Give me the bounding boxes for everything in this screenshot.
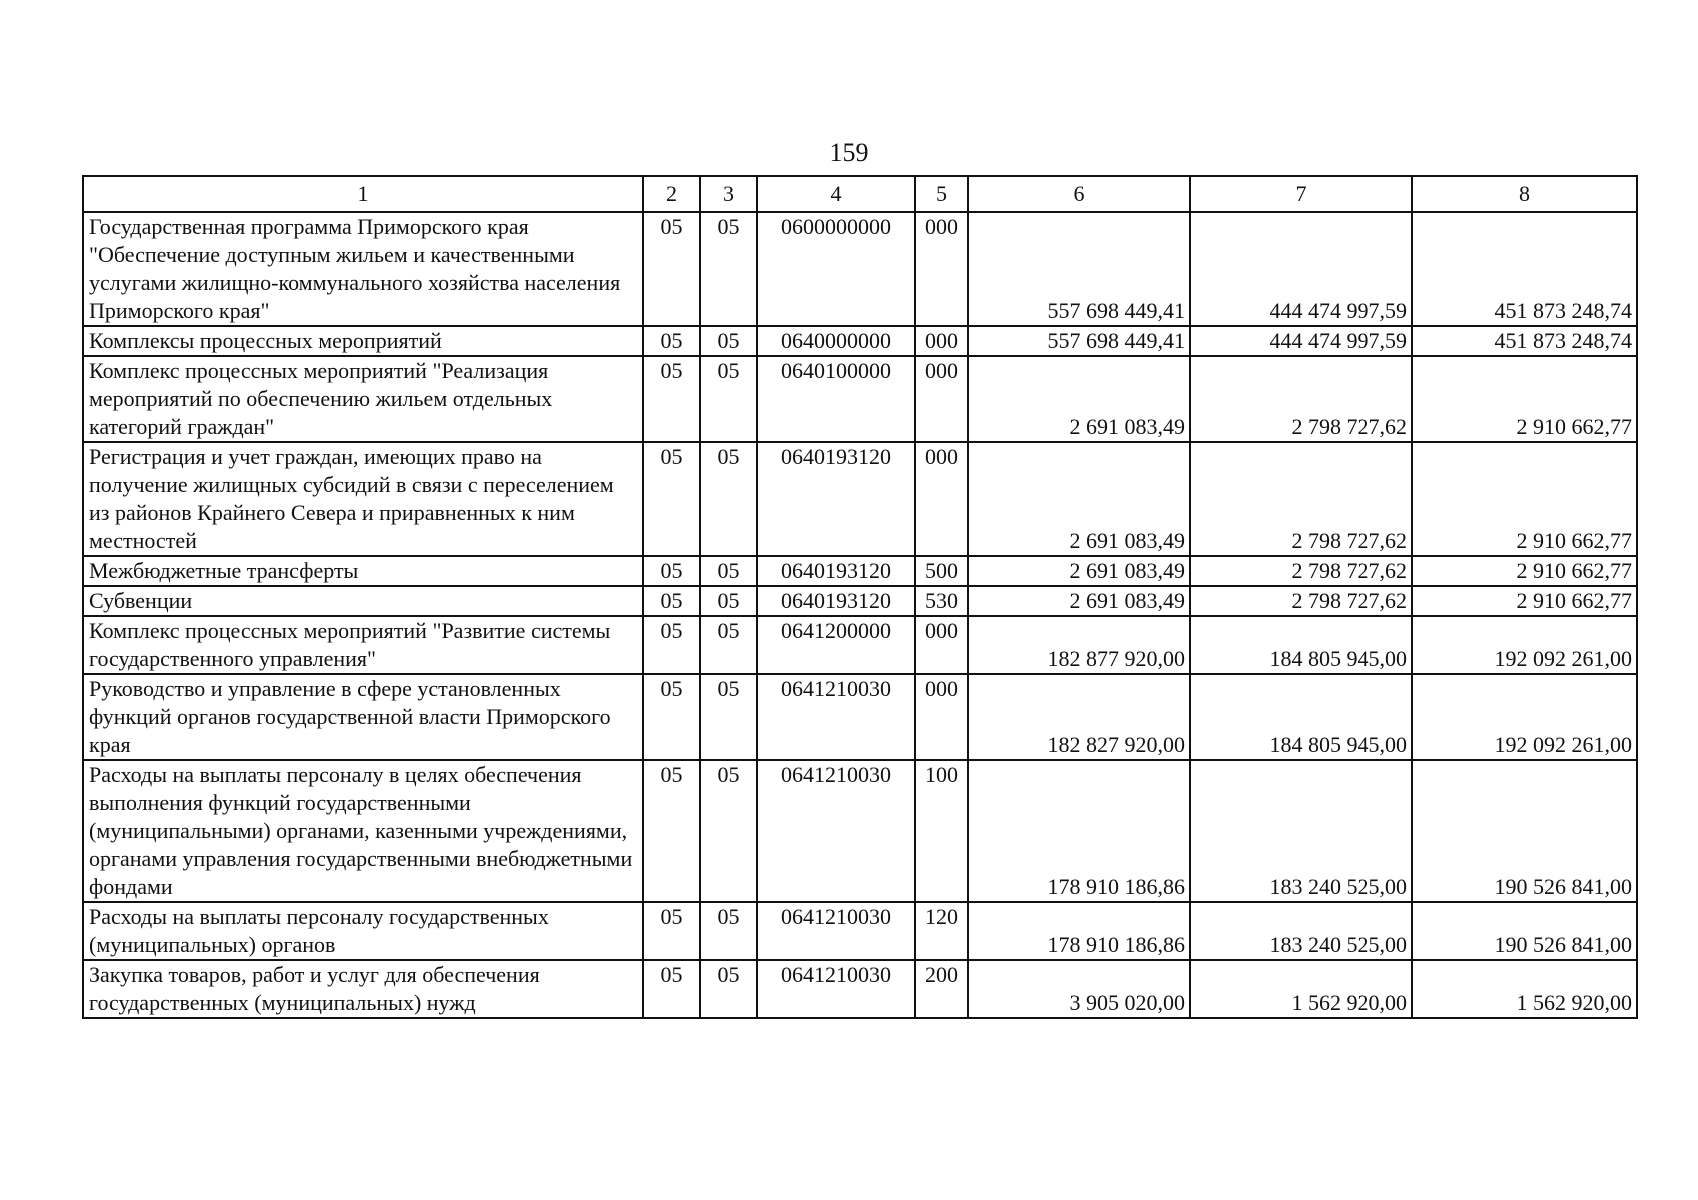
subsection-code: 05	[700, 674, 757, 760]
amount-col8: 451 873 248,74	[1412, 212, 1637, 326]
amount-col7: 184 805 945,00	[1190, 674, 1412, 760]
table-row	[83, 586, 1637, 616]
target-article-code: 0600000000	[757, 212, 915, 326]
row-name: Расходы на выплаты персоналу государственных (муниципальных) органов	[83, 902, 643, 960]
row-name: Закупка товаров, работ и услуг для обеспечения государственных (муниципальных) нужд	[83, 960, 643, 1018]
expense-type-code: 100	[915, 760, 968, 902]
row-name: Комплекс процессных мероприятий "Реализация мероприятий по обеспечению жильем отдельных категорий граждан"	[83, 356, 643, 442]
column-header: 8	[1412, 176, 1637, 212]
expense-type-code: 000	[915, 356, 968, 442]
table-row	[83, 356, 1637, 442]
amount-col8: 192 092 261,00	[1412, 674, 1637, 760]
amount-col6: 178 910 186,86	[968, 760, 1190, 902]
section-code: 05	[643, 586, 700, 616]
amount-col7: 1 562 920,00	[1190, 960, 1412, 1018]
amount-col7: 2 798 727,62	[1190, 356, 1412, 442]
amount-col8: 2 910 662,77	[1412, 556, 1637, 586]
row-name: Межбюджетные трансферты	[83, 556, 643, 586]
amount-col6: 2 691 083,49	[968, 442, 1190, 556]
subsection-code: 05	[700, 586, 757, 616]
table-row	[83, 902, 1637, 960]
amount-col7: 184 805 945,00	[1190, 616, 1412, 674]
target-article-code: 0641200000	[757, 616, 915, 674]
table-header-row	[83, 176, 1637, 212]
table-row	[83, 212, 1637, 326]
amount-col8: 190 526 841,00	[1412, 760, 1637, 902]
subsection-code: 05	[700, 212, 757, 326]
subsection-code: 05	[700, 960, 757, 1018]
amount-col7: 444 474 997,59	[1190, 326, 1412, 356]
section-code: 05	[643, 674, 700, 760]
subsection-code: 05	[700, 902, 757, 960]
row-name: Комплексы процессных мероприятий	[83, 326, 643, 356]
section-code: 05	[643, 556, 700, 586]
amount-col7: 2 798 727,62	[1190, 442, 1412, 556]
amount-col7: 2 798 727,62	[1190, 586, 1412, 616]
amount-col7: 183 240 525,00	[1190, 902, 1412, 960]
section-code: 05	[643, 902, 700, 960]
amount-col6: 557 698 449,41	[968, 212, 1190, 326]
section-code: 05	[643, 356, 700, 442]
column-header: 6	[968, 176, 1190, 212]
amount-col7: 183 240 525,00	[1190, 760, 1412, 902]
section-code: 05	[643, 326, 700, 356]
expense-type-code: 000	[915, 442, 968, 556]
target-article-code: 0640193120	[757, 586, 915, 616]
section-code: 05	[643, 212, 700, 326]
target-article-code: 0640100000	[757, 356, 915, 442]
amount-col8: 2 910 662,77	[1412, 356, 1637, 442]
column-header: 5	[915, 176, 968, 212]
expense-type-code: 500	[915, 556, 968, 586]
amount-col6: 557 698 449,41	[968, 326, 1190, 356]
expense-type-code: 120	[915, 902, 968, 960]
column-header: 3	[700, 176, 757, 212]
target-article-code: 0640000000	[757, 326, 915, 356]
target-article-code: 0641210030	[757, 760, 915, 902]
row-name: Субвенции	[83, 586, 643, 616]
table-row	[83, 326, 1637, 356]
section-code: 05	[643, 442, 700, 556]
subsection-code: 05	[700, 616, 757, 674]
row-name: Государственная программа Приморского края "Обеспечение доступным жильем и качественными услугами жилищно-коммунального хозяйства населения Приморского края"	[83, 212, 643, 326]
table-row	[83, 760, 1637, 902]
table-row	[83, 556, 1637, 586]
table-row	[83, 960, 1637, 1018]
expense-type-code: 000	[915, 674, 968, 760]
amount-col6: 178 910 186,86	[968, 902, 1190, 960]
row-name: Комплекс процессных мероприятий "Развитие системы государственного управления"	[83, 616, 643, 674]
column-header: 1	[83, 176, 643, 212]
table-row	[83, 442, 1637, 556]
row-name: Регистрация и учет граждан, имеющих право на получение жилищных субсидий в связи с переселением из районов Крайнего Севера и приравненных к ним местностей	[83, 442, 643, 556]
target-article-code: 0640193120	[757, 442, 915, 556]
row-name: Руководство и управление в сфере установленных функций органов государственной власти Приморского края	[83, 674, 643, 760]
subsection-code: 05	[700, 442, 757, 556]
amount-col6: 2 691 083,49	[968, 586, 1190, 616]
amount-col7: 2 798 727,62	[1190, 556, 1412, 586]
amount-col6: 182 827 920,00	[968, 674, 1190, 760]
subsection-code: 05	[700, 356, 757, 442]
amount-col8: 192 092 261,00	[1412, 616, 1637, 674]
expense-type-code: 000	[915, 212, 968, 326]
section-code: 05	[643, 960, 700, 1018]
amount-col8: 1 562 920,00	[1412, 960, 1637, 1018]
amount-col6: 182 877 920,00	[968, 616, 1190, 674]
expense-type-code: 000	[915, 616, 968, 674]
section-code: 05	[643, 616, 700, 674]
target-article-code: 0640193120	[757, 556, 915, 586]
column-header: 4	[757, 176, 915, 212]
target-article-code: 0641210030	[757, 674, 915, 760]
subsection-code: 05	[700, 326, 757, 356]
amount-col8: 2 910 662,77	[1412, 586, 1637, 616]
section-code: 05	[643, 760, 700, 902]
amount-col6: 2 691 083,49	[968, 356, 1190, 442]
amount-col6: 3 905 020,00	[968, 960, 1190, 1018]
expense-type-code: 200	[915, 960, 968, 1018]
table-row	[83, 616, 1637, 674]
amount-col8: 2 910 662,77	[1412, 442, 1637, 556]
expense-type-code: 530	[915, 586, 968, 616]
target-article-code: 0641210030	[757, 960, 915, 1018]
page-number: 159	[829, 138, 869, 167]
column-header: 7	[1190, 176, 1412, 212]
target-article-code: 0641210030	[757, 902, 915, 960]
row-name: Расходы на выплаты персоналу в целях обеспечения выполнения функций государственными (муниципальными) органами, казенными учреждениями, органами управления государственными внебюджетными фондами	[83, 760, 643, 902]
amount-col8: 451 873 248,74	[1412, 326, 1637, 356]
table-row	[83, 674, 1637, 760]
amount-col6: 2 691 083,49	[968, 556, 1190, 586]
column-header: 2	[643, 176, 700, 212]
amount-col7: 444 474 997,59	[1190, 212, 1412, 326]
subsection-code: 05	[700, 556, 757, 586]
budget-table	[82, 175, 1638, 1019]
subsection-code: 05	[700, 760, 757, 902]
expense-type-code: 000	[915, 326, 968, 356]
amount-col8: 190 526 841,00	[1412, 902, 1637, 960]
